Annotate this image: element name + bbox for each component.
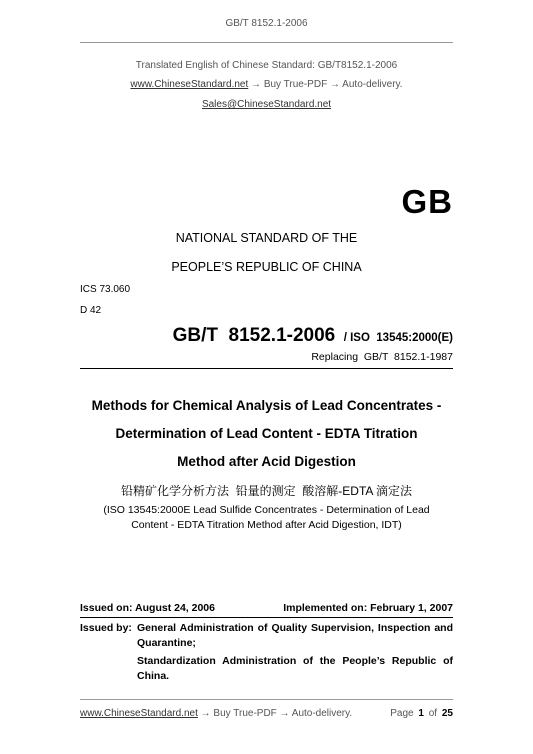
issuer-1-line-1: General Administration of Quality Supervision, Inspection and [137,622,453,634]
ics-code: ICS 73.060 [80,284,131,295]
email-line [0,99,533,110]
of-label: of [428,708,438,719]
title-divider [80,368,453,369]
title-line-3: Method after Acid Digestion [177,454,356,469]
chinese-title: 铅精矿化学分析方法 铅量的测定 酸溶解-EDTA 滴定法 [120,484,413,498]
page-indicator [390,708,453,719]
dates-divider [80,617,453,618]
email-link[interactable]: Sales@ChineseStandard.net [201,99,332,110]
footer-buy-text: → Buy True-PDF → Auto-delivery. [200,708,353,719]
national-line-2: PEOPLE’S REPUBLIC OF CHINA [171,260,362,274]
gb-logo: GB [401,183,453,220]
total-pages: 25 [441,708,453,719]
issuer-2-line-2: China. [137,670,170,682]
issuer-2-line-1: Standardization Administration of the People’s Republic of [137,655,453,667]
footer-site-link[interactable]: www.ChineseStandard.net [80,708,198,719]
header-divider [80,42,453,43]
national-line-1: NATIONAL STANDARD OF THE [175,231,358,245]
page-label: Page [390,708,414,719]
standard-number-line [173,325,453,347]
iso-equivalent-line-1: (ISO 13545:2000E Lead Sulfide Concentrates - Determination of Lead [103,504,430,516]
title-line-2: Determination of Lead Content - EDTA Titration [115,426,418,441]
title-line-1: Methods for Chemical Analysis of Lead Concentrates - [91,398,442,413]
classification-code: D 42 [80,305,102,316]
page-number: 1 [418,708,424,719]
footer-divider [80,699,453,700]
replacing-note: Replacing GB/T 8152.1-1987 [311,351,453,363]
issued-by-label: Issued by: [80,622,132,634]
iso-equivalent-line-2: Content - EDTA Titration Method after Acid Digestion, IDT) [131,519,402,531]
issued-on-date: Issued on: August 24, 2006 [80,602,215,614]
running-title: GB/T 8152.1-2006 [225,18,308,29]
iso-reference: / ISO 13545:2000(E) [343,332,453,344]
delivery-line [0,79,533,90]
issuer-1-line-2: Quarantine; [137,637,196,649]
site-link[interactable]: www.ChineseStandard.net [130,79,249,90]
footer-delivery-line [80,708,352,719]
translation-notice: Translated English of Chinese Standard: GB/T8152.1-2006 [135,60,398,71]
implemented-on-date: Implemented on: February 1, 2007 [283,602,453,614]
buy-text: → Buy True-PDF → Auto-delivery. [251,79,403,90]
standard-number: GB/T 8152.1-2006 [172,325,336,346]
